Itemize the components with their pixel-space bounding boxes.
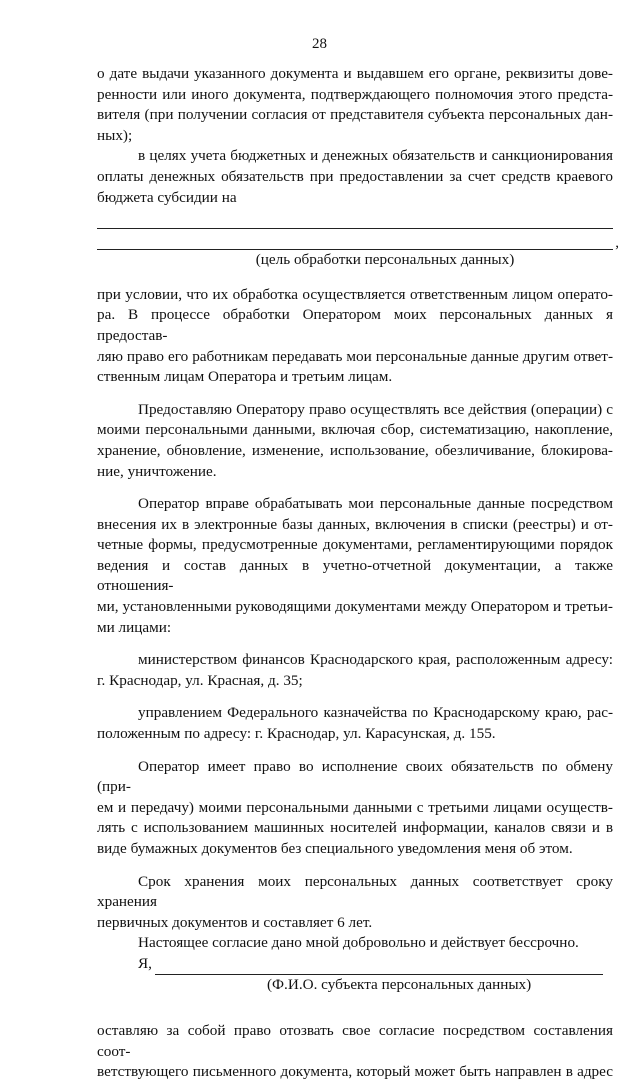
text-line: ветствующего письменного документа, который может быть направлен в адрес bbox=[97, 1063, 613, 1081]
paragraph-purpose bbox=[97, 146, 613, 208]
text-line: Срок хранения моих персональных данных соответствует сроку хранения bbox=[97, 872, 613, 911]
text-line: оплаты денежных обязательств при предоставлении за счет средств краевого bbox=[97, 167, 613, 185]
purpose-caption: (цель обработки персональных данных) bbox=[255, 251, 515, 269]
text-line: лять с использованием машинных носителей информации, каналов связи и в bbox=[97, 819, 613, 837]
purpose-blank-line-2 bbox=[97, 229, 619, 251]
text-line: вителя (при получении согласия от представителя субъекта персональных дан- bbox=[97, 106, 613, 124]
paragraph-representative-details bbox=[97, 64, 613, 146]
text-line: ственным лицам Оператора и третьим лицам. bbox=[97, 368, 393, 386]
page-number: 28 bbox=[312, 36, 327, 52]
text-line: моими персональными данными, включая сбор, систематизацию, накопление, bbox=[97, 421, 613, 439]
signature-line bbox=[97, 954, 613, 975]
text-line: при условии, что их обработка осуществляется ответственным лицом операто- bbox=[97, 285, 613, 303]
paragraph-withdrawal bbox=[97, 1021, 613, 1083]
text-line: ра. В процессе обработки Оператором моих персональных данных я предостав- bbox=[97, 306, 613, 344]
text-line: министерством финансов Краснодарского края, расположенным адресу: bbox=[138, 651, 613, 669]
paragraph-databases bbox=[97, 494, 613, 638]
text-line: управлением Федерального казначейства по Краснодарскому краю, рас- bbox=[138, 704, 613, 722]
document-body bbox=[97, 64, 619, 1083]
text-line: ми лицами: bbox=[97, 618, 172, 636]
text-line: виде бумажных документов без специального уведомления меня об этом. bbox=[97, 840, 573, 857]
text-line: г. Краснодар, ул. Красная, д. 35; bbox=[97, 671, 303, 689]
paragraph-treasury bbox=[97, 703, 613, 744]
text-line: в целях учета бюджетных и денежных обязательств и санкционирования bbox=[138, 147, 613, 165]
paragraph-exchange bbox=[97, 757, 613, 860]
ya-label: Я, bbox=[138, 954, 152, 972]
text-line: первичных документов и составляет 6 лет. bbox=[97, 913, 373, 931]
fio-caption: (Ф.И.О. субъекта персональных данных) bbox=[267, 975, 532, 993]
paragraph-ministry bbox=[97, 650, 613, 691]
text-line: ем и передачу) моими персональными данными с третьими лицами осуществ- bbox=[97, 798, 613, 816]
text-line: бюджета субсидии на bbox=[97, 188, 237, 206]
text-line: о дате выдачи указанного документа и выдавшем его органе, реквизиты дове- bbox=[97, 65, 613, 82]
text-line: Оператор вправе обрабатывать мои персональные данные посредством bbox=[138, 495, 613, 513]
text-line: Предоставляю Оператору право осуществлять все действия (операции) с bbox=[138, 400, 613, 418]
text-line: Оператор имеет право во исполнение своих обязательств по обмену (при- bbox=[97, 757, 613, 796]
paragraph-retention bbox=[97, 872, 613, 934]
text-line: хранение, обновление, изменение, использование, обезличивание, блокирова- bbox=[97, 441, 613, 459]
text-line: ренности или иного документа, подтверждающего полномочия этого предста- bbox=[97, 85, 613, 103]
text-line: ляю право его работникам передавать мои персональные данные другим ответ- bbox=[97, 347, 613, 365]
text-line: четные формы, предусмотренные документами, регламентирующими порядок bbox=[97, 536, 613, 554]
paragraph-processing-condition bbox=[97, 285, 613, 388]
text-line: оставляю за собой право отозвать свое согласие посредством составления соот- bbox=[97, 1022, 613, 1060]
text-line: внесения их в электронные базы данных, включения в списки (реестры) и от- bbox=[97, 515, 613, 533]
fio-blank-line bbox=[155, 957, 603, 975]
purpose-blank-line-1 bbox=[97, 208, 613, 229]
paragraph-operations bbox=[97, 400, 613, 482]
text-line: ных); bbox=[97, 126, 133, 144]
text-line: положенным по адресу: г. Краснодар, ул. Карасунская, д. 155. bbox=[97, 725, 496, 743]
comma: , bbox=[615, 234, 619, 251]
text-line: ми, установленными руководящими документами между Оператором и третьи- bbox=[97, 598, 613, 616]
text-line: ние, уничтожение. bbox=[97, 462, 217, 480]
paragraph-voluntary: Настоящее согласие дано мной добровольно и действует бессрочно. bbox=[138, 934, 579, 952]
text-line: ведения и состав данных в учетно-отчетной документации, а также отношения- bbox=[97, 556, 613, 595]
